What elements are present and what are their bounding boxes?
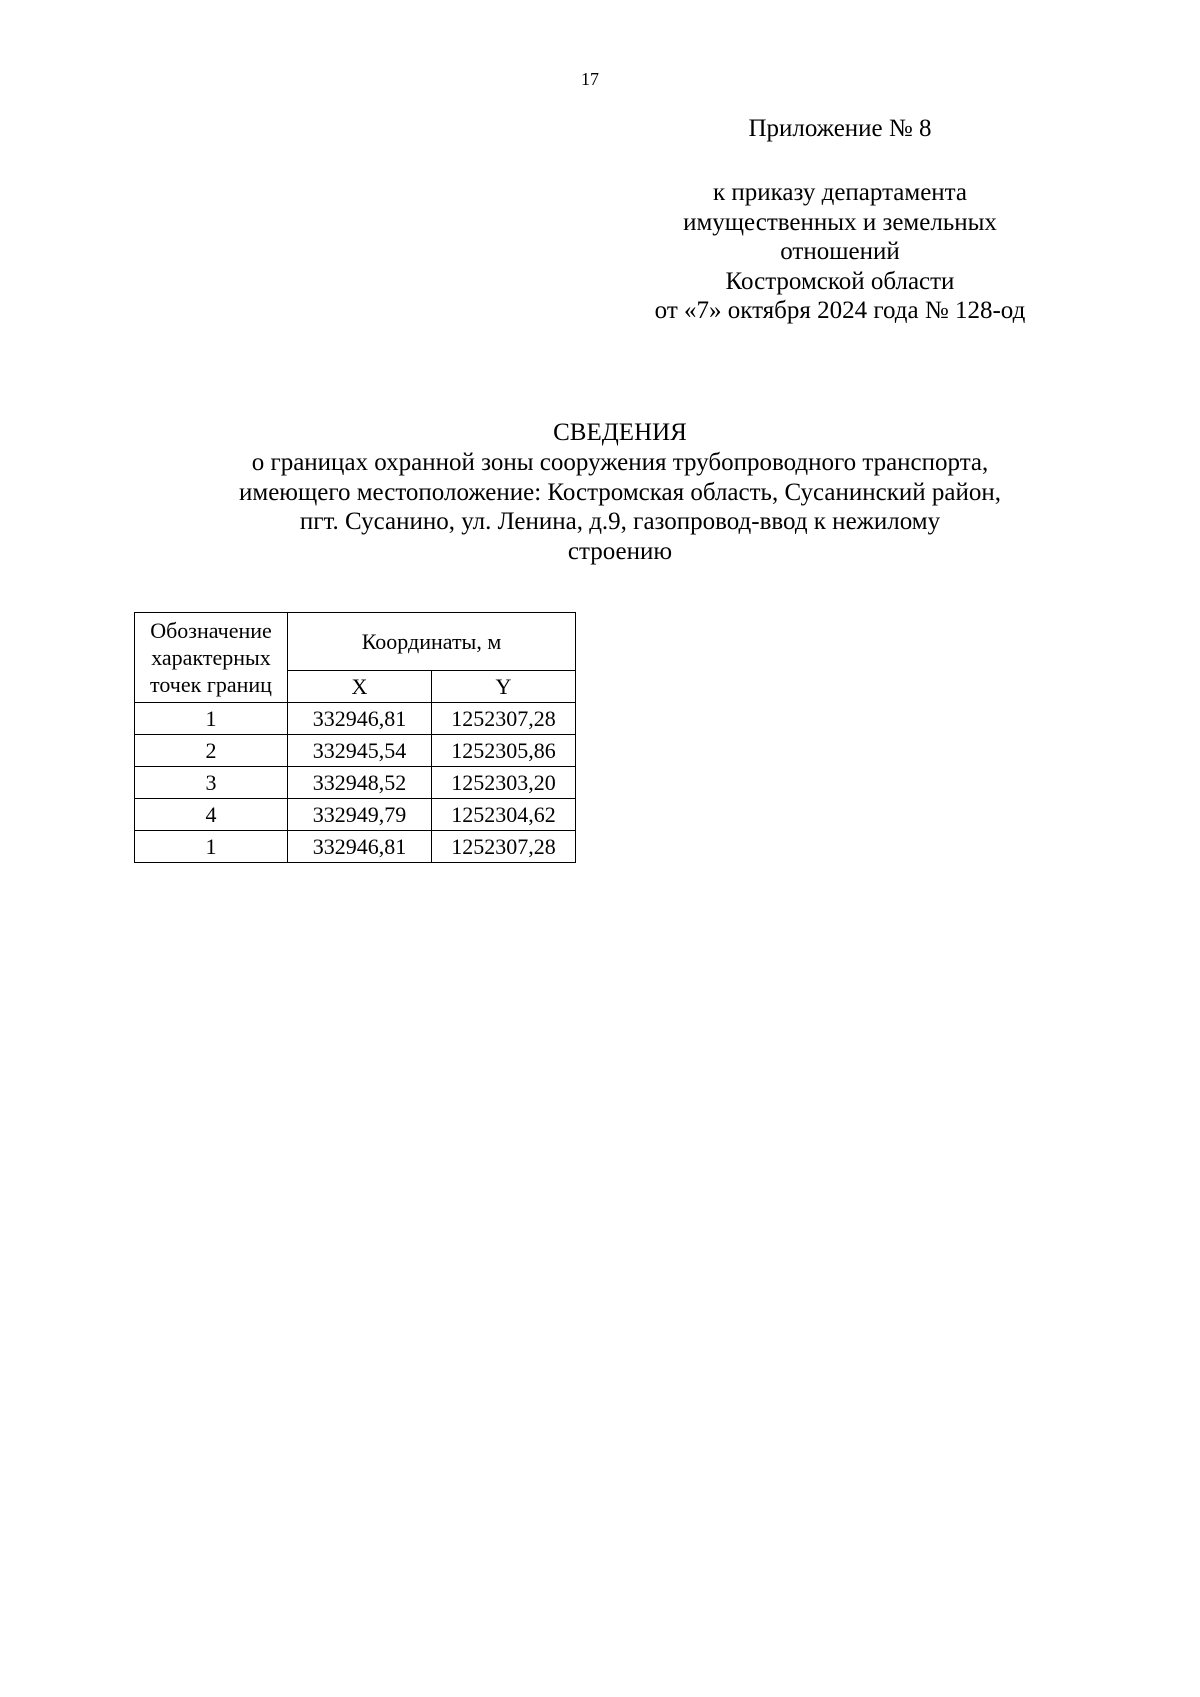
table-row [135, 831, 576, 863]
point-cell: 3 [135, 767, 288, 799]
header-point-designation [135, 613, 288, 703]
y-cell: 1252307,28 [432, 831, 576, 863]
x-cell: 332946,81 [288, 703, 432, 735]
table-row [135, 767, 576, 799]
annex-ref-line: имущественных и земельных [683, 208, 997, 236]
annex-ref-line: от «7» октября 2024 года № 128-од [654, 297, 1026, 324]
y-cell: 1252303,20 [432, 767, 576, 799]
y-cell: 1252307,28 [432, 703, 576, 735]
point-cell: 1 [135, 831, 288, 863]
point-cell: 2 [135, 735, 288, 767]
page-number: 17 [581, 69, 599, 89]
subtitle-line: пгт. Сусанино, ул. Ленина, д.9, газопровод-ввод к нежилому [299, 508, 941, 535]
annex-title: Приложение № 8 [748, 115, 932, 142]
header-y: Y [432, 671, 576, 703]
header-point-line: Обозначение [150, 618, 272, 643]
table-row [135, 735, 576, 767]
x-cell: 332946,81 [288, 831, 432, 863]
coordinates-table [134, 612, 576, 863]
y-cell: 1252304,62 [432, 799, 576, 831]
subtitle-line: имеющего местоположение: Костромская область, Сусанинский район, [239, 478, 1001, 506]
document-title: СВЕДЕНИЯ [553, 419, 687, 446]
point-cell: 4 [135, 799, 288, 831]
y-cell: 1252305,86 [432, 735, 576, 767]
x-cell: 332948,52 [288, 767, 432, 799]
x-cell: 332949,79 [288, 799, 432, 831]
table-row [135, 799, 576, 831]
annex-ref-line: к приказу департамента [712, 179, 968, 206]
table-row [135, 703, 576, 735]
header-coordinates: Координаты, м [288, 613, 576, 671]
header-x: X [288, 671, 432, 703]
subtitle-line: строению [567, 537, 673, 565]
subtitle-line: о границах охранной зоны сооружения трубопроводного транспорта, [251, 449, 989, 476]
document-subtitle [130, 448, 1110, 566]
annex-order-reference [620, 178, 1060, 326]
point-cell: 1 [135, 703, 288, 735]
x-cell: 332945,54 [288, 735, 432, 767]
annex-ref-line: отношений [780, 238, 900, 265]
header-point-line: точек границ [150, 672, 272, 697]
annex-ref-line: Костромской области [725, 267, 955, 295]
header-point-line: характерных [151, 645, 271, 670]
